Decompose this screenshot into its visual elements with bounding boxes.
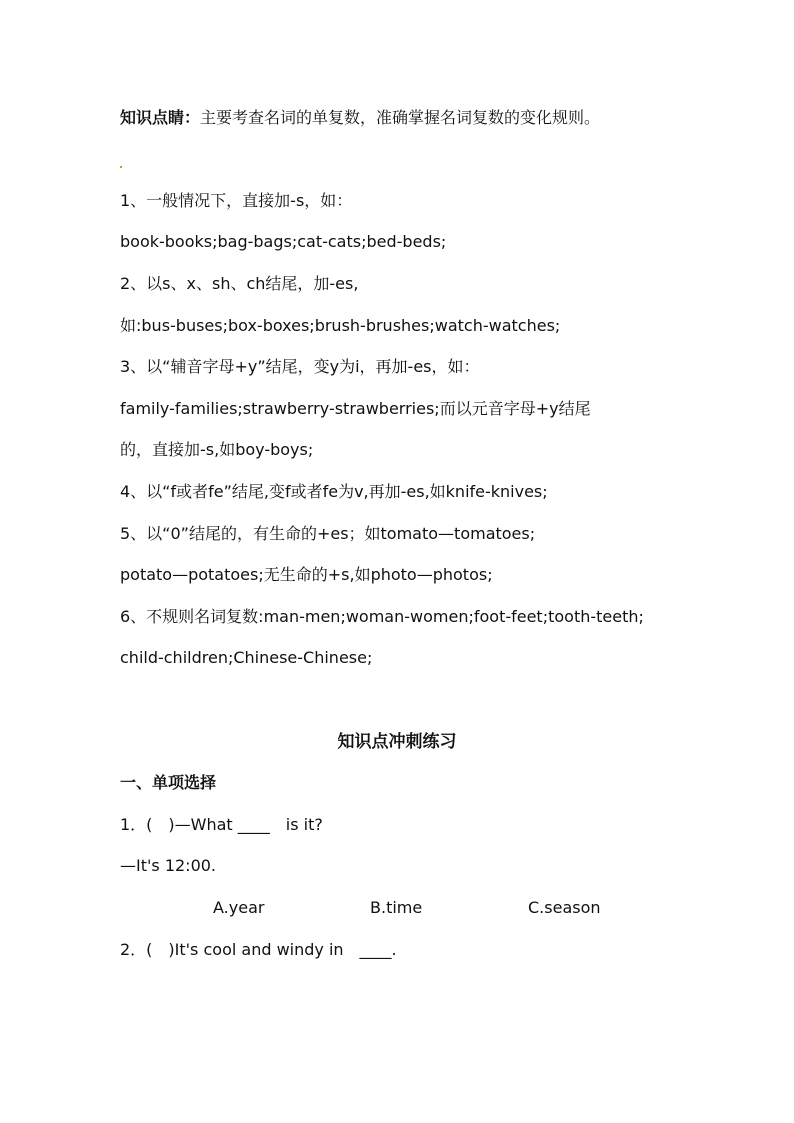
intro-text: 主要考查名词的单复数，准确掌握名词复数的变化规则。 xyxy=(200,108,601,127)
question-1: 1．( )—What ____ is it? xyxy=(120,815,323,834)
question-1-reply: —It's 12:00. xyxy=(120,856,217,875)
rule-line-3: 2、以s、x、sh、ch结尾，加-es, xyxy=(120,274,359,293)
question-2: 2．( )It's cool and windy in ____. xyxy=(120,940,397,959)
option-b: B.time xyxy=(370,898,423,917)
rule-line-12: child-children;Chinese-Chinese; xyxy=(120,648,373,667)
rule-line-4: 如:bus-buses;box-boxes;brush-brushes;watch-watches; xyxy=(120,316,561,335)
intro-line xyxy=(120,107,600,129)
rule-line-11: 6、不规则名词复数:man-men;woman-women;foot-feet;tooth-teeth; xyxy=(120,607,644,626)
rule-line-8: 4、以“f或者fe”结尾,变f或者fe为v,再加-es,如knife-knives; xyxy=(120,482,548,501)
option-c: C.season xyxy=(528,898,601,917)
rule-line-7: 的，直接加-s,如boy-boys; xyxy=(120,440,314,459)
rule-line-5: 3、以“辅音字母+y”结尾，变y为i，再加-es，如： xyxy=(120,357,480,376)
practice-title: 知识点冲刺练习 xyxy=(337,732,457,752)
stray-mark xyxy=(120,166,122,168)
rule-line-9: 5、以“0”结尾的，有生命的+es；如tomato—tomatoes; xyxy=(120,524,536,543)
intro-label: 知识点睛： xyxy=(120,108,201,127)
rule-line-1: 1、一般情况下，直接加-s，如： xyxy=(120,191,353,210)
rule-line-6: family-families;strawberry-strawberries;而以元音字母+y结尾 xyxy=(120,399,591,418)
rule-line-2: book-books;bag-bags;cat-cats;bed-beds; xyxy=(120,232,447,251)
section-heading: 一、单项选择 xyxy=(120,773,217,792)
rule-line-10: potato—potatoes;无生命的+s,如photo—photos; xyxy=(120,565,493,584)
option-a: A.year xyxy=(213,898,265,917)
